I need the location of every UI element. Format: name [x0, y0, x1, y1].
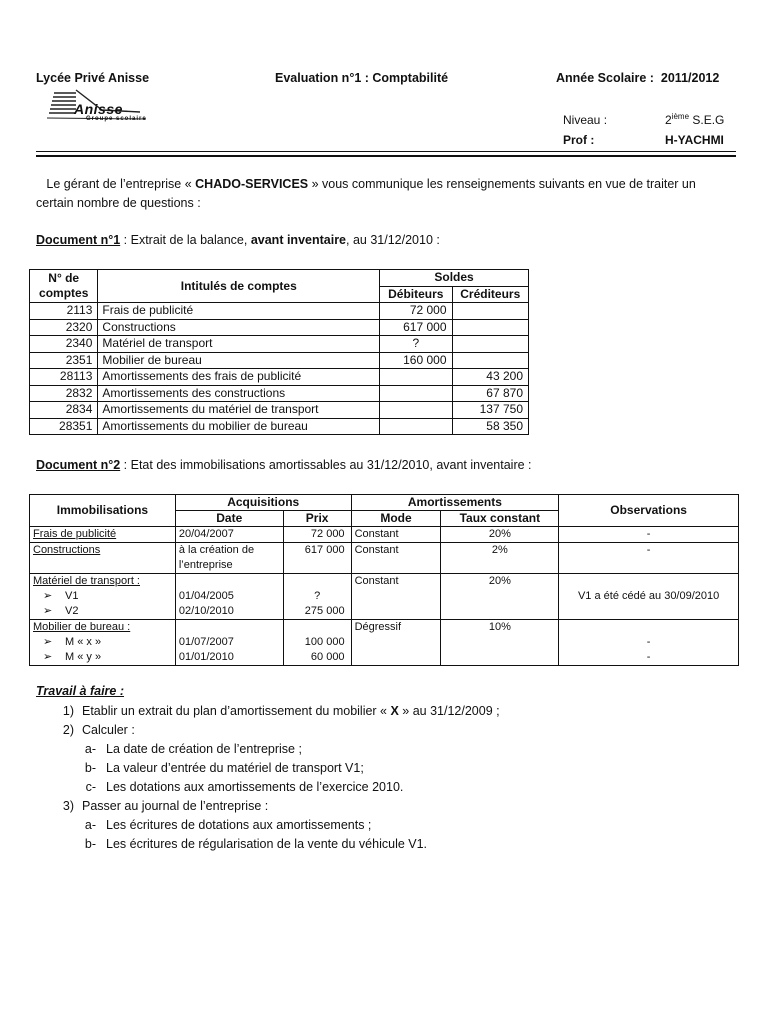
niveau-value	[665, 112, 724, 127]
doc1-heading	[36, 233, 440, 247]
col-taux: Taux constant	[441, 511, 559, 527]
table-row	[30, 303, 529, 320]
arrow-icon: ➢	[43, 636, 53, 648]
table-row	[30, 418, 529, 435]
school-year	[556, 71, 719, 85]
frais-name: Frais de publicité	[33, 528, 117, 540]
list-item	[36, 778, 500, 797]
cell-label: Amortissements du matériel de transport	[98, 402, 380, 419]
item-letter: c-	[85, 780, 96, 794]
mx-prix: 100 000	[283, 635, 351, 650]
constr-date2: l’entreprise	[178, 559, 233, 571]
table-row	[30, 635, 739, 650]
school-year-label: Année Scolaire :	[556, 71, 654, 85]
q2c-text: Les dotations aux amortissements de l’exercice 2010.	[106, 780, 404, 794]
cell-debit	[380, 385, 452, 402]
school-logo	[44, 88, 154, 128]
cell-num: 28351	[30, 418, 98, 435]
header-rule-thin	[36, 151, 736, 152]
item-letter: b-	[84, 761, 96, 775]
q3b-text: Les écritures de régularisation de la vente du véhicule V1.	[106, 837, 428, 851]
v1-prix: ?	[283, 589, 351, 604]
logo-subtitle: Groupe scolaire	[86, 116, 147, 122]
col-soldes: Soldes	[380, 270, 529, 287]
v1-date: 01/04/2005	[175, 589, 283, 604]
constr-name: Constructions	[33, 544, 101, 556]
frais-prix: 72 000	[283, 527, 351, 543]
col-debit: Débiteurs	[380, 286, 452, 303]
cell-debit: 72 000	[380, 303, 452, 320]
cell-num: 2832	[30, 385, 98, 402]
cell-credit	[452, 303, 528, 320]
cell-num: 2113	[30, 303, 98, 320]
mx-date: 01/07/2007	[175, 635, 283, 650]
table-row	[30, 574, 739, 590]
niveau-num: 2	[665, 113, 672, 127]
cell-credit	[452, 352, 528, 369]
my-name: M « y »	[65, 651, 102, 663]
cell-num: 2834	[30, 402, 98, 419]
constr-date1: à la création de	[178, 544, 255, 556]
cell-num: 2351	[30, 352, 98, 369]
col-mode: Mode	[351, 511, 441, 527]
col-date: Date	[175, 511, 283, 527]
cell-credit: 43 200	[452, 369, 528, 386]
doc1-label: Document n°1	[36, 233, 121, 247]
intro-paragraph	[36, 175, 736, 213]
list-item	[36, 702, 500, 721]
list-item	[36, 835, 500, 854]
list-item	[36, 816, 500, 835]
cell-debit	[380, 369, 452, 386]
mx-obs: -	[559, 635, 739, 650]
v2-prix: 275 000	[283, 604, 351, 620]
q3a-text: Les écritures de dotations aux amortissements ;	[106, 818, 372, 832]
cell-label: Mobilier de bureau	[98, 352, 380, 369]
immobilisations-table	[29, 494, 739, 666]
constr-prix: 617 000	[283, 543, 351, 574]
my-prix: 60 000	[283, 650, 351, 666]
list-item	[36, 740, 500, 759]
cell-credit: 137 750	[452, 402, 528, 419]
table-row	[30, 543, 739, 574]
cell-num: 2320	[30, 319, 98, 336]
mat-mode: Constant	[351, 574, 441, 590]
table-row	[30, 385, 529, 402]
v2-date: 02/10/2010	[175, 604, 283, 620]
doc2-label: Document n°2	[36, 458, 121, 472]
item-number: 1)	[62, 704, 74, 718]
list-item	[36, 721, 500, 740]
school-year-value: 2011/2012	[660, 71, 720, 85]
doc2-heading	[36, 458, 532, 472]
arrow-icon: ➢	[43, 605, 53, 617]
school-name: Lycée Privé Anisse	[36, 71, 150, 85]
cell-debit	[380, 402, 452, 419]
item-letter: a-	[84, 818, 96, 832]
col-observations: Observations	[559, 495, 739, 527]
q2b-text: La valeur d’entrée du matériel de transport V1;	[106, 761, 364, 775]
col-credit: Créditeurs	[452, 286, 528, 303]
col-immobilisations: Immobilisations	[30, 495, 176, 527]
cell-label: Amortissements du mobilier de bureau	[98, 418, 380, 435]
cell-num: 2340	[30, 336, 98, 353]
item-number: 3)	[62, 799, 74, 813]
table-row	[30, 604, 739, 620]
table-row	[30, 620, 739, 636]
prof-label: Prof :	[563, 133, 595, 147]
table-row	[30, 402, 529, 419]
cell-label: Matériel de transport	[98, 336, 380, 353]
my-date: 01/01/2010	[175, 650, 283, 666]
mob-name: Mobilier de bureau :	[33, 621, 131, 633]
q2a-text: La date de création de l’entreprise ;	[106, 742, 302, 756]
cell-debit: ?	[380, 336, 452, 353]
cell-debit: 617 000	[380, 319, 452, 336]
arrow-icon: ➢	[43, 590, 53, 602]
prof-name: H-YACHMI	[665, 133, 724, 147]
cell-label: Frais de publicité	[98, 303, 380, 320]
header-rule-thick	[36, 155, 736, 157]
table-row	[30, 352, 529, 369]
table-row	[30, 319, 529, 336]
v1-obs: V1 a été cédé au 30/09/2010	[559, 589, 739, 604]
q3-text: Passer au journal de l’entreprise :	[82, 799, 269, 813]
item-letter: a-	[84, 742, 96, 756]
table-row	[30, 527, 739, 543]
q1-x: X	[390, 704, 399, 718]
cell-credit: 67 870	[452, 385, 528, 402]
cell-credit	[452, 336, 528, 353]
logo-text: Anisse	[74, 101, 123, 117]
table-row	[30, 650, 739, 666]
niveau-label: Niveau :	[563, 113, 608, 127]
work-list	[36, 702, 500, 854]
frais-taux: 20%	[441, 527, 559, 543]
cell-label: Amortissements des frais de publicité	[98, 369, 380, 386]
q2-text: Calculer :	[82, 723, 135, 737]
doc2-text: : Etat des immobilisations amortissables au 31/12/2010, avant inventaire :	[120, 458, 532, 472]
mat-name: Matériel de transport :	[33, 575, 140, 587]
v1-name: V1	[65, 590, 79, 602]
item-number: 2)	[62, 723, 74, 737]
col-amortissements: Amortissements	[351, 495, 559, 511]
constr-obs: -	[559, 543, 739, 574]
mx-name: M « x »	[65, 636, 102, 648]
niveau-sup: ième	[671, 112, 690, 121]
list-item	[36, 759, 500, 778]
list-item	[36, 797, 500, 816]
table-row	[30, 336, 529, 353]
item-letter: b-	[84, 837, 96, 851]
doc1-text2: , au 31/12/2010 :	[346, 233, 440, 247]
cell-label: Constructions	[98, 319, 380, 336]
cell-label: Amortissements des constructions	[98, 385, 380, 402]
col-acquisitions: Acquisitions	[175, 495, 351, 511]
cell-num: 28113	[30, 369, 98, 386]
arrow-icon: ➢	[43, 651, 53, 663]
intro-after: » vous communique les renseignements suivants en vue de traiter un certain nombre de questions :	[36, 177, 696, 210]
mat-taux: 20%	[441, 574, 559, 590]
evaluation-title: Evaluation n°1 : Comptabilité	[275, 71, 449, 85]
cell-credit	[452, 319, 528, 336]
company-name: CHADO-SERVICES	[195, 177, 309, 191]
frais-date: 20/04/2007	[175, 527, 283, 543]
v2-name: V2	[65, 605, 79, 617]
q1-text-a: Etablir un extrait du plan d’amortissement du mobilier «	[82, 704, 391, 718]
intro-before: Le gérant de l’entreprise «	[46, 177, 196, 191]
cell-credit: 58 350	[452, 418, 528, 435]
mob-taux: 10%	[441, 620, 559, 636]
q1-text-b: » au 31/12/2009 ;	[398, 704, 500, 718]
niveau-rest: S.E.G	[689, 113, 725, 127]
table-row	[30, 589, 739, 604]
frais-mode: Constant	[351, 527, 441, 543]
mob-mode: Dégressif	[351, 620, 441, 636]
constr-mode: Constant	[351, 543, 441, 574]
doc1-text1: : Extrait de la balance,	[120, 233, 251, 247]
doc1-bold: avant inventaire	[250, 233, 347, 247]
constr-taux: 2%	[441, 543, 559, 574]
cell-debit: 160 000	[380, 352, 452, 369]
table-row	[30, 369, 529, 386]
my-obs: -	[559, 650, 739, 666]
frais-obs: -	[559, 527, 739, 543]
work-title: Travail à faire :	[36, 684, 125, 698]
col-account-title: Intitulés de comptes	[98, 270, 380, 303]
balance-table	[29, 269, 529, 435]
col-prix: Prix	[283, 511, 351, 527]
cell-debit	[380, 418, 452, 435]
col-account-number: N° de comptes	[30, 270, 98, 303]
